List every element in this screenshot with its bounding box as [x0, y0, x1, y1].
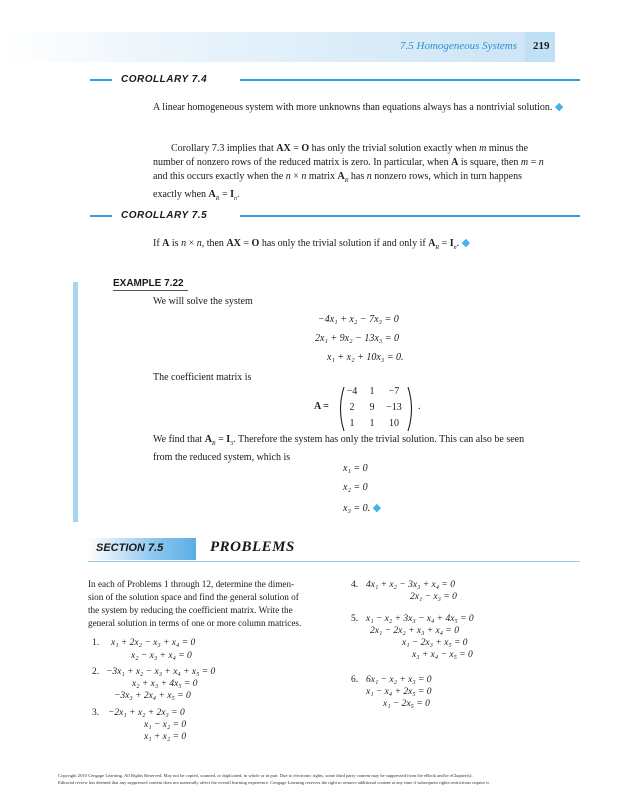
problem-number: 5.	[351, 614, 359, 624]
matrix-cell: 1	[369, 418, 375, 429]
problem-number: 2.	[92, 667, 100, 677]
example-intro: We will solve the system	[153, 296, 253, 307]
corollary-rule-left	[90, 79, 112, 81]
problem-eq: x₁ − x₄ + 2x₅ = 0	[366, 687, 432, 697]
problem-eq: 2x₁ − 2x₂ + x₃ + x₄ = 0	[370, 626, 459, 636]
problem-eq: x₁ − x₂ + 3x₃ − x₄ + 4x₅ = 0	[366, 614, 474, 624]
system-eq-1: −4x₁ + x₂ − 7x₃ = 0	[318, 314, 399, 325]
problem-eq: x₂ + x₃ + 4x₅ = 0	[132, 679, 198, 689]
matrix-cell: −7	[388, 386, 400, 397]
reduced-eq-3: x₃ = 0. ◆	[343, 502, 382, 514]
matrix-cell: 1	[369, 386, 375, 397]
example-rule	[113, 290, 188, 291]
section-rule	[88, 561, 580, 562]
problem-eq: −3x₃ + 2x₄ + x₅ = 0	[114, 691, 191, 701]
copyright-line-1: Copyright 2010 Cengage Learning. All Rights Reserved. May not be copied, scanned, or duplicated, in whole or in part. Due to electronic rights, some third party content may be suppressed from the eBook and/or eChapter(s).	[58, 773, 473, 778]
problem-eq: 4x₁ + x₂ − 3x₃ + x₄ = 0	[366, 580, 455, 590]
problem-eq: x₁ − 2x₅ = 0	[383, 699, 430, 709]
problem-eq: −3x₁ + x₂ − x₃ + x₄ + x₅ = 0	[106, 667, 216, 677]
problem-eq: x₁ − 2x₃ + x₅ = 0	[402, 638, 468, 648]
problem-number: 3.	[92, 708, 100, 718]
corollary-74-label: COROLLARY 7.4	[121, 74, 208, 85]
copyright-line-2: Editorial review has deemed that any suppressed content does not materially affect the overall learning experience. Cengage Learning reserves the right to remove additional content at any time if subsequent rights restrictions require it.	[58, 780, 490, 785]
problem-eq: x₂ − x₃ + x₄ = 0	[131, 651, 192, 661]
problem-eq: x₃ + x₄ − x₅ = 0	[412, 650, 473, 660]
example-label: EXAMPLE 7.22	[113, 278, 184, 289]
corollary-74-discussion: Corollary 7.3 implies that AX = O has only the trivial solution exactly when m minus the number of nonzero rows of the reduced matrix is zero. In particular, when A is square, then m = n and this occurs exactly when the n × n matrix $A_R$ has n nonzero rows, which in turn happens exactly when $A_R = I_n$.	[153, 143, 544, 202]
matrix-cell: 1	[349, 418, 355, 429]
reduced-eq-1: x₁ = 0	[343, 463, 368, 474]
coefficient-matrix	[336, 385, 416, 433]
corollary-rule-right	[240, 79, 580, 81]
matrix-cell: 10	[389, 418, 399, 429]
example-margin-bar	[73, 282, 78, 522]
matrix-cell: −4	[346, 386, 358, 397]
matrix-cell: 2	[349, 402, 355, 413]
problem-eq: x₁ + x₂ = 0	[144, 732, 187, 742]
end-diamond-icon: ◆	[461, 237, 471, 249]
matrix-end-period: .	[418, 401, 421, 412]
problem-eq: −2x₁ + x₂ + 2x₃ = 0	[108, 708, 185, 718]
matrix-cell: 9	[369, 402, 375, 413]
problem-number: 6.	[351, 675, 359, 685]
example-result: We find that $A_R = I_3$. Therefore the system has only the trivial solution. This can also be seen from the reduced system, which is	[153, 434, 525, 463]
section-label: SECTION 7.5	[96, 542, 164, 554]
problem-number: 1.	[92, 638, 100, 648]
system-eq-2: 2x₁ + 9x₂ − 13x₃ = 0	[315, 333, 399, 344]
system-eq-3: x₁ + x₂ + 10x₃ = 0.	[327, 352, 404, 363]
end-diamond-icon: ◆	[554, 101, 564, 113]
problems-intro: In each of Problems 1 through 12, determine the dimen- sion of the solution space and find the general solution of the system by reducing the coefficient matrix. Write the general solution in terms of one or more column matrices.	[88, 579, 302, 628]
corollary-75-label: COROLLARY 7.5	[121, 210, 208, 221]
coefficient-intro: The coefficient matrix is	[153, 372, 252, 383]
matrix-label: A =	[314, 401, 329, 412]
matrix-cell: −13	[386, 402, 402, 413]
end-diamond-icon: ◆	[372, 502, 382, 514]
corollary-rule-left	[90, 215, 112, 217]
section-title: PROBLEMS	[210, 539, 295, 555]
problem-eq: 2x₁ − x₃ = 0	[410, 592, 457, 602]
running-head-title: 7.5 Homogeneous Systems	[400, 40, 518, 52]
problem-eq: 6x₁ − x₂ + x₃ = 0	[366, 675, 432, 685]
corollary-74-text: A linear homogeneous system with more unknowns than equations always has a nontrivial solution. ◆	[153, 101, 564, 113]
corollary-rule-right	[240, 215, 580, 217]
corollary-75-text: If A is n × n, then AX = O has only the trivial solution if and only if $A_R = I_n$. ◆	[153, 237, 471, 251]
problem-eq: x₁ − x₂ = 0	[144, 720, 187, 730]
reduced-eq-2: x₂ = 0	[343, 482, 368, 493]
page-number: 219	[533, 40, 550, 52]
problem-number: 4.	[351, 580, 359, 590]
problem-eq: x₁ + 2x₂ − x₃ + x₄ = 0	[111, 638, 196, 648]
